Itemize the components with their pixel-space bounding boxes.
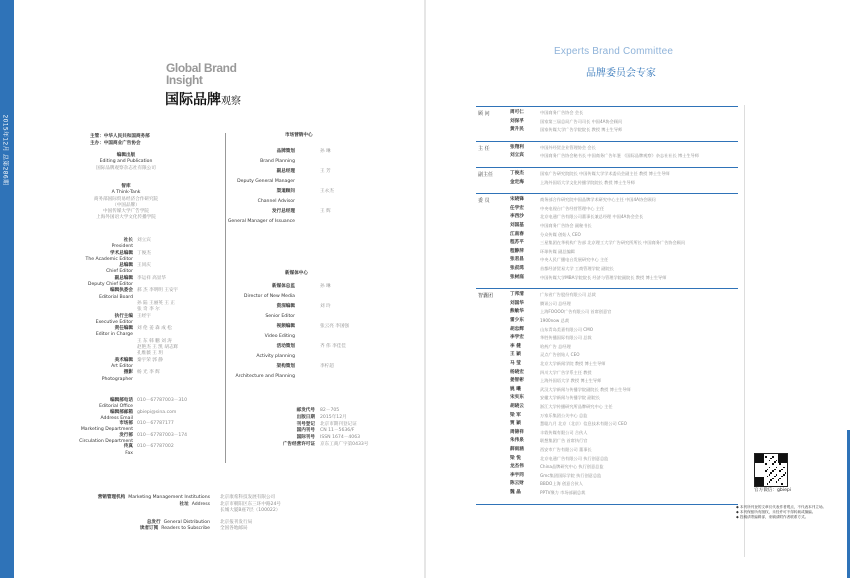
member-name: 胡忠辉 — [510, 326, 524, 332]
left.staff-value: 秦宇荣 郭 静 — [137, 357, 163, 363]
left.market_center.rows-value: 王永杰 — [320, 189, 334, 194]
left.staff-value: 王经宇 — [137, 313, 151, 319]
left.new_media_center.rows-value: 孙 琳 — [320, 284, 331, 289]
left.staff-label — [60, 276, 133, 289]
member-name: 梁 军 — [510, 412, 521, 418]
member-name: 雷少东 — [510, 318, 524, 323]
left.staff-label-en: The Academic Editor — [85, 256, 133, 262]
left.staff-value: 刘立宾 — [137, 238, 151, 243]
member-desc: 商务部合作研究院中国品牌学术研究中心主任 中国4A协会顾问 — [540, 197, 656, 203]
qr-module — [776, 474, 778, 476]
member-desc: 北京电通广告有限公司 执行创意总监 — [540, 455, 609, 461]
qr-module — [776, 467, 778, 469]
member-desc: 国家广告研究院院长 中国传媒大学学术委员会副主任 教授 博士生导师 — [540, 171, 670, 176]
member-desc: 哈药广告 总经理 — [540, 343, 571, 349]
qr-module — [783, 467, 785, 469]
member-desc: 华胜传播国际有限公司 总裁 — [540, 335, 592, 341]
qr-module — [769, 474, 771, 476]
member-name: 张君昌 — [510, 257, 524, 263]
member-desc: 腾讯公司 总经理 — [540, 300, 571, 306]
member-desc: 分众传媒 创始人 CEO — [540, 231, 581, 237]
member-name: 程苏平 — [510, 240, 524, 246]
member-desc: 上海外国语大学文化传播学院院长 教授 博士生导师 — [540, 179, 635, 185]
pub-value: 北京市期刊登记证 — [320, 421, 357, 427]
left.staff-label-en: Executive Editor — [95, 319, 133, 325]
qr-module — [781, 461, 783, 463]
member-name: 任学宏 — [510, 205, 524, 211]
member-name: 李西沙 — [510, 214, 524, 220]
left.staff-label-cn: 美术编辑 — [114, 357, 133, 363]
footer-label-en: General Distribution — [163, 519, 210, 525]
left.staff-label-cn: 总编辑 — [119, 263, 133, 269]
left.staff-label — [60, 326, 133, 339]
category-top-rule — [476, 167, 738, 168]
member-name: 刘保孚 — [510, 118, 524, 124]
member-desc: 丰敦传媒有限公司 合伙人 — [540, 429, 588, 435]
member-desc: 广东省广告股份有限公司 总裁 — [540, 292, 596, 298]
brand-logo-cn — [165, 89, 241, 109]
committee-title-cn: 品牌委员会专家 — [586, 68, 656, 79]
qr-module — [779, 463, 781, 465]
left.staff-label — [60, 238, 133, 251]
member-name: 刘立宾 — [510, 153, 524, 159]
category-top-rule — [476, 193, 738, 194]
left.staff-label-cn: 执行主编 — [114, 313, 133, 319]
qr-module — [765, 456, 767, 458]
qr-module — [765, 470, 767, 472]
qr-module — [769, 460, 771, 462]
editing-block: 编辑出版 Editing and Publication 国际品牌观察杂志社有限公司 — [96, 153, 156, 171]
member-desc: 中国外经贸企业管理协会 会长 — [540, 144, 596, 150]
brand-logo-en — [166, 62, 237, 86]
left.market_center.rows-value: 孙 琳 — [320, 149, 331, 154]
sponsor-line-1: 主管：中华人民共和国商务部 — [90, 134, 150, 139]
left.staff-label — [60, 263, 133, 276]
member-desc: 灵点广告创始人 CEO — [540, 352, 580, 358]
left.staff-label-en: President — [111, 244, 133, 250]
left.staff-value: 郝 杰 李明明 王安宇 — [137, 288, 179, 294]
qr-module — [776, 481, 778, 483]
market-center-title: 市场营销中心 — [285, 133, 313, 138]
left.staff-label — [60, 314, 133, 327]
qr-module — [772, 470, 774, 472]
qr-module — [781, 483, 783, 485]
member-name: 李学宏 — [510, 335, 524, 341]
member-desc: 首都经济贸易大学 工商管理学院 副院长 — [540, 266, 614, 271]
left.new_media_center.rows-value: 李柠超 — [320, 364, 334, 369]
left.staff-value: 刘 伦 姜 森 成 松 — [137, 326, 172, 332]
qr-module — [783, 460, 785, 462]
left.staff-value: 王 东 韩 鹏 刘 涛 — [137, 338, 172, 344]
pub-label: 邮发代号 — [296, 408, 315, 413]
qr-module — [770, 458, 772, 460]
qr-finder — [755, 454, 764, 463]
left.contacts-label-cn: 市场部 — [119, 421, 133, 427]
member-name: 张翔利 — [510, 144, 524, 150]
footer-value: 北京市朝阳区东三环中路24号 — [220, 501, 281, 507]
qr-module — [781, 476, 783, 478]
left.staff-value: 赵艳杰 王 凯 胡志辉 — [137, 345, 179, 351]
footer-label-cn: 总发行 — [146, 519, 161, 525]
qr-module — [770, 479, 772, 481]
member-name: 杨晓宏 — [510, 369, 524, 375]
spine-issue-text: 2015年12月 总第286期 — [1, 114, 9, 186]
qr-module — [767, 476, 769, 478]
left-page — [0, 0, 424, 578]
footer-value: 北京报刊发行局 — [220, 519, 253, 525]
left.staff-label — [60, 251, 133, 264]
left.contacts-label-cn: 传真 — [123, 444, 133, 450]
sponsor-line-2: 主办：中国商业广告协会 — [90, 141, 141, 146]
left.staff-label-cn: 摄影 — [123, 370, 133, 376]
left.staff-label-cn: 副总编辑 — [114, 275, 133, 281]
left.contacts-label-en: Fax — [125, 450, 133, 456]
footer-label — [70, 520, 210, 526]
member-desc: 安徽大学新闻与传播学院 副院长 — [540, 395, 600, 401]
left.contacts-label-en: Circulation Department — [79, 439, 133, 445]
member-desc: 万家乐集团公关中心 总监 — [540, 412, 588, 418]
member-name: 梁 悦 — [510, 455, 521, 461]
member-name: 姜智彬 — [510, 378, 524, 384]
qr-module — [770, 472, 772, 474]
member-desc: Gmc集团国际学院 执行创意总监 — [540, 472, 602, 478]
member-desc: 上海外国语大学 教授 博士生导师 — [540, 378, 602, 384]
member-desc: 山东青岛美嘉有限公司 CMO — [540, 326, 594, 332]
category-top-rule — [476, 288, 738, 289]
member-name: 李宇同 — [510, 472, 524, 478]
member-desc: 中国传媒大学MBA学院院长 经济与管理学院副院长 教授 博士生导师 — [540, 274, 667, 280]
category-name: 顾 问 — [478, 111, 490, 117]
qr-module — [765, 463, 767, 465]
left.staff-label-en: Deputy Chief Editor — [87, 282, 133, 288]
pub-value: 京东工商广字第0433号 — [320, 442, 369, 447]
footer-label-en: Address — [191, 501, 210, 507]
member-desc: 北京电通广告有限公司董事长兼总经理 中国4A协会会长 — [540, 214, 644, 220]
member-name: 金定海 — [510, 179, 524, 185]
member-desc: 中国商务广告协会 会长 — [540, 110, 584, 115]
member-name: 宋晓锋 — [510, 197, 524, 203]
new-media-title: 新媒体中心 — [285, 271, 308, 276]
member-name: 陈云财 — [510, 481, 524, 487]
left.staff-label-en: Photographer — [101, 376, 133, 382]
member-name: 李 健 — [510, 343, 521, 349]
member-desc: 环球传媒 副总编辑 — [540, 248, 575, 254]
member-name: 周可仁 — [510, 110, 524, 115]
left.new_media_center.rows-value: 张云亮 李国强 — [320, 324, 350, 329]
pub-value: ISSN 1674－4063 — [320, 435, 361, 441]
member-name: 刘国基 — [510, 223, 524, 228]
left.contacts-label-cn: 编辑部电话 — [110, 398, 133, 403]
member-name: 黄升民 — [510, 127, 524, 133]
left.market_center.rows-en: General Manager of Issuance — [227, 219, 295, 224]
qr-module — [779, 456, 781, 458]
qr-module — [785, 472, 787, 474]
left.market_center.rows-cn: 副总经理 — [276, 169, 295, 174]
left.new_media_center.rows-cn: 活动策划 — [276, 344, 295, 349]
left.new_media_center.rows-cn: 架构策划 — [276, 364, 295, 369]
qr-module — [783, 474, 785, 476]
left.staff-value: 杨 光 李 辉 — [137, 370, 160, 376]
left.staff-value: 李运祥 高显华 — [137, 275, 167, 281]
left.new_media_center.rows-en: Architecture and Planning — [235, 374, 295, 379]
pub-label: 国际刊号 — [296, 435, 315, 441]
member-name: 马 莹 — [510, 361, 521, 366]
member-desc: 四川大学广告学系主任 教授 — [540, 369, 592, 375]
qr-module — [774, 469, 776, 471]
qr-module — [769, 467, 771, 469]
left.new_media_center.rows-cn: 新媒体总监 — [272, 284, 295, 289]
qr-module — [772, 478, 774, 480]
left.staff-value: 丁俊杰 — [137, 250, 151, 256]
qr-module — [776, 460, 778, 462]
member-desc: 中央电视台广告经营管理中心 主任 — [540, 205, 605, 211]
left.staff-label-en: Art Editor — [111, 363, 133, 369]
member-name: 周锦祥 — [510, 429, 524, 435]
member-name: 朱伟泉 — [510, 438, 524, 444]
member-name: 姚 曦 — [510, 386, 521, 392]
left.market_center.rows-en: Deputy General Manager — [237, 179, 295, 184]
spine-bar — [0, 0, 14, 578]
footer-label-cn: 营销管理机构 — [97, 495, 126, 500]
member-desc: 三星集团在华机构广告部 北京理工大学广告研究所所长 中国商务广告协会顾问 — [540, 240, 686, 246]
footer-label — [70, 526, 210, 532]
brand-cn-suffix: 观察 — [221, 96, 241, 107]
left.new_media_center.rows-value: 刘 玲 — [320, 304, 331, 309]
left.new_media_center.rows-en: Video Editing — [264, 334, 295, 339]
left.staff-label — [60, 370, 133, 383]
brand-cn: 国际品牌 — [165, 91, 221, 107]
pub-value: 82－705 — [320, 408, 340, 413]
member-desc: 中国商务广告协会 副秘书长 — [540, 223, 592, 228]
member-desc: BBDO上海 创意合伙人 — [540, 481, 583, 487]
member-desc: 北京大学新闻学院 教授 博士生导师 — [540, 361, 606, 366]
left.new_media_center.rows-cn: 视频编辑 — [276, 324, 295, 329]
pub-label: 出版日期 — [296, 414, 315, 420]
committee-bottom-rule — [476, 504, 738, 505]
left.staff-value: 孔维薇 王 玥 — [137, 351, 163, 357]
footer-value: 全国各地邮局 — [220, 526, 248, 531]
member-desc: 慧聪九月 北京（北京）信息技术有限公司 CEO — [540, 421, 627, 427]
member-desc: 西安市广告有限公司 董事长 — [540, 447, 592, 452]
qr-module — [769, 481, 771, 483]
left.staff-label-en: Editor in Charge — [95, 332, 133, 338]
member-name: 胡晓云 — [510, 404, 524, 409]
left.staff-value: 王同庆 — [137, 263, 151, 269]
member-desc: China品牌研究中心 执行创意总监 — [540, 464, 604, 470]
footer-value: 长城大厦B座7层（100022） — [220, 508, 281, 513]
qr-module — [779, 478, 781, 480]
brand-en-line1: Global Brand — [166, 61, 237, 75]
left.market_center.rows-en: Channel Advisor — [257, 199, 295, 204]
qr-module — [767, 483, 769, 485]
member-desc: 浙江大学传播研究所品牌研究中心 主任 — [540, 404, 613, 409]
footer-label — [70, 495, 210, 501]
qr-module — [774, 476, 776, 478]
member-name: 熊敏华 — [510, 309, 524, 315]
footer-label-cn: 社址 — [179, 501, 189, 507]
right-page — [426, 0, 850, 578]
notes-block: ◆ 本刊所刊登的文章仅代表作者观点，不代表本刊立场。 ◆ 本刊保留所有版权，未经许可不得转载或摘编。 ◆ 投稿请寄编辑部，来稿请附作者联系方式。 — [736, 505, 827, 519]
left.new_media_center.rows-en: Activity planning — [256, 354, 295, 359]
member-desc: 国家第三届总局广告司司长 中国4A协会顾问 — [540, 118, 623, 124]
qr-module — [772, 463, 774, 465]
member-desc: 联想集团广告 首席执行官 — [540, 438, 588, 444]
footer-label-en: Marketing Management Institutions — [128, 495, 210, 500]
left.new_media_center.rows-en: Director of New Media — [243, 294, 295, 299]
member-name: 王 颖 — [510, 352, 521, 358]
member-desc: 国家传媒大学广告学院院长 教授 博士生导师 — [540, 127, 623, 133]
pub-label: 刊号登记 — [296, 421, 315, 427]
footer-label — [70, 502, 210, 508]
member-name: 丁俊杰 — [510, 171, 524, 176]
left.contacts-value: gbiepi@sina.com — [137, 409, 177, 415]
member-name: 龙杰伟 — [510, 464, 524, 470]
left.staff-value: 孙 陆 王丽英 王 正 — [137, 301, 175, 306]
qr-module — [774, 461, 776, 463]
member-name: 张树庭 — [510, 274, 524, 280]
member-desc: 中国商务广告协会秘书长 中国商务广告年鉴 《国际品牌观察》杂志社社长 博士生导师 — [540, 153, 699, 159]
left.staff-label-en: Chief Editor — [106, 269, 133, 275]
pub-label: 广告经营许可证 — [282, 442, 315, 447]
category-name: 副主任 — [478, 172, 494, 178]
member-desc: 武汉大学新闻与传播学院副院长 教授 博士生导师 — [540, 386, 631, 392]
qr-module — [772, 456, 774, 458]
left.market_center.rows-value: 王 辉 — [320, 209, 331, 214]
left.contacts-value: 010－67787002 — [137, 444, 174, 450]
member-name: 丁邦清 — [510, 292, 524, 298]
pub-value: CN 11－5636/F — [320, 428, 355, 434]
left.staff-label — [60, 358, 133, 371]
left.market_center.rows-value: 王 芳 — [320, 169, 331, 174]
member-name: 江南春 — [510, 231, 524, 237]
left.contacts-value: 010－67787003－310 — [137, 398, 188, 403]
category-name: 主 任 — [478, 145, 490, 152]
qr-caption: 官方微信：gbiepi — [754, 488, 792, 493]
left.staff-value: 张 奇 李 尔 — [137, 307, 160, 313]
left.contacts-label-en: Marketing Department — [80, 427, 133, 433]
left.contacts-label-cn: 编辑部邮箱 — [110, 409, 133, 415]
member-name: 魏 晶 — [510, 490, 521, 495]
qr-code-icon — [754, 453, 788, 487]
footer-label-cn: 读者订阅 — [139, 526, 159, 531]
left.contacts-label-en: Address Email — [100, 415, 133, 421]
think-tank-block: 智库 A Think-Tank 商务部国际贸易经济合作研究院 （中国品牌） 中国传媒大学广告学院 上海外国语大学文化传播学院 — [93, 184, 159, 221]
left.contacts-label-cn: 发行部 — [119, 432, 133, 438]
left.market_center.rows-cn: 渠道顾问 — [276, 189, 295, 194]
member-name: 程静萍 — [510, 248, 524, 254]
footer-label-en: Readers to Subscribe — [161, 526, 210, 531]
left.contacts-label-en: Editorial Office — [99, 404, 133, 410]
pub-value: 2015年12月 — [320, 414, 347, 420]
left.staff-label-cn: 社长 — [123, 238, 133, 243]
member-name: 刘国华 — [510, 300, 524, 306]
left.staff-label-cn: 学术总编辑 — [110, 250, 133, 256]
right-divider — [744, 105, 745, 557]
qr-module — [767, 469, 769, 471]
member-name: 张叔鸿 — [510, 266, 524, 271]
member-desc: 1900now 总裁 — [540, 318, 570, 323]
qr-module — [779, 470, 781, 472]
left.contacts-label — [60, 444, 133, 457]
committee-title-en: Experts Brand Committee — [554, 46, 674, 57]
left.staff-label-cn: 责任编辑 — [114, 326, 133, 332]
left.market_center.rows-cn: 发行总经理 — [272, 209, 295, 214]
left.contacts-value: 010－67787003－174 — [137, 432, 188, 438]
brand-en-line2: Insight — [166, 73, 203, 87]
member-name: 薛雨涵 — [510, 447, 524, 452]
pub-label: 国内刊号 — [296, 428, 315, 434]
category-name: 委 员 — [478, 198, 490, 205]
left.contacts-value: 010－67787177 — [137, 421, 174, 427]
qr-finder — [755, 477, 764, 486]
member-name: 贾 颖 — [510, 421, 521, 427]
footer-value: 北京康希科技发展有限公司 — [220, 495, 276, 500]
left.market_center.rows-cn: 品牌策划 — [276, 149, 295, 154]
qr-module — [778, 479, 780, 481]
member-desc: 中央人民广播电台发展研究中心 主任 — [540, 257, 609, 263]
member-name: 宋实东 — [510, 395, 524, 401]
member-desc: PPTV聚力 市场部副总裁 — [540, 490, 586, 495]
category-name: 智囊团 — [478, 293, 494, 300]
category-top-rule — [476, 141, 738, 142]
left.new_media_center.rows-en: Senior Editor — [265, 314, 295, 319]
left.market_center.rows-en: Brand Planning — [260, 159, 295, 164]
left.staff-label — [60, 288, 133, 301]
left.new_media_center.rows-cn: 资深编辑 — [276, 304, 295, 309]
member-desc: 上海FOOOO广告有限公司 首席创意官 — [540, 309, 612, 315]
qr-module — [781, 469, 783, 471]
left.staff-label-en: Editorial Board — [99, 294, 133, 300]
left.staff-label-cn: 编辑执委会 — [110, 288, 133, 294]
category-top-rule — [476, 106, 738, 107]
left.new_media_center.rows-value: 齐 伟 李佳佳 — [320, 344, 346, 349]
qr-module — [778, 458, 780, 460]
